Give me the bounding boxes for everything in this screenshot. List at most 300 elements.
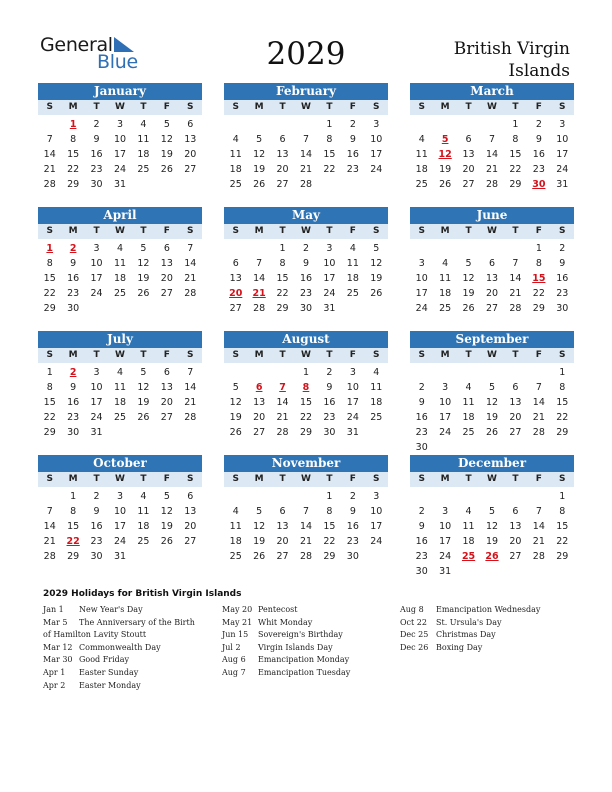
day-cell: 21: [43, 536, 56, 547]
day-cell: 1: [512, 119, 519, 130]
day-cell: 1: [559, 491, 566, 502]
weekday-header-row: [38, 348, 202, 363]
day-cell: 10: [370, 134, 383, 145]
weekday-label: T: [140, 102, 147, 112]
day-cell: 28: [184, 412, 197, 423]
weekday-header-row: [38, 472, 202, 487]
holiday-date: Aug 7: [222, 667, 246, 677]
day-cell: 14: [485, 149, 499, 160]
month-december: [410, 455, 574, 579]
month-header: November: [224, 455, 388, 472]
day-cell: 9: [70, 382, 77, 393]
day-cell: 19: [485, 536, 499, 547]
day-cell: 11: [439, 273, 452, 284]
weekday-label: F: [349, 350, 356, 360]
day-cell: 9: [349, 134, 356, 145]
month-header: May: [224, 207, 388, 224]
month-march: [410, 83, 574, 192]
day-cell: 10: [370, 506, 383, 517]
day-cell: 7: [256, 258, 263, 269]
day-cell: 17: [439, 536, 452, 547]
weekday-label: S: [373, 474, 380, 484]
holiday-row: [222, 667, 397, 680]
day-cell: 17: [90, 397, 103, 408]
day-cell: 18: [137, 149, 150, 160]
day-cell: 29: [556, 551, 569, 562]
month-september: [410, 331, 574, 455]
day-cell: 12: [137, 382, 150, 393]
day-cell: 10: [439, 397, 452, 408]
weekday-label: F: [349, 102, 356, 112]
holiday-day-cell: 25: [461, 551, 476, 562]
holiday-row: [222, 617, 397, 630]
day-cell: 3: [326, 243, 333, 254]
day-cell: 22: [556, 412, 569, 423]
weekday-label: F: [163, 226, 170, 236]
day-cell: 2: [349, 491, 356, 502]
weekday-label: W: [301, 350, 311, 360]
day-cell: 30: [90, 551, 103, 562]
weekday-label: S: [187, 226, 194, 236]
empty-day-cell: [224, 365, 247, 380]
day-cell: 25: [229, 551, 242, 562]
day-cell: 3: [442, 506, 449, 517]
day-cell: 17: [323, 273, 336, 284]
weekday-label: M: [68, 474, 78, 484]
weekday-header-row: [224, 348, 388, 363]
day-cell: 11: [229, 521, 242, 532]
weekday-label: S: [187, 102, 194, 112]
day-cell: 15: [323, 521, 336, 532]
day-cell: 1: [279, 243, 286, 254]
weekday-label: T: [326, 226, 333, 236]
day-cell: 5: [465, 258, 472, 269]
day-cell: 13: [509, 521, 522, 532]
day-cell: 12: [160, 134, 173, 145]
weekday-label: M: [440, 350, 450, 360]
day-cell: 19: [160, 149, 173, 160]
day-cell: 26: [137, 412, 150, 423]
day-cell: 1: [535, 243, 542, 254]
weekday-label: M: [68, 350, 78, 360]
day-cell: 16: [90, 521, 103, 532]
day-cell: 2: [535, 119, 542, 130]
day-cell: 21: [532, 412, 545, 423]
day-cell: 15: [299, 397, 313, 408]
weekday-label: S: [187, 474, 194, 484]
empty-day-cell: [410, 117, 433, 132]
holiday-row: [43, 680, 203, 693]
weekday-label: M: [440, 226, 450, 236]
holiday-name: Christmas Day: [436, 630, 496, 640]
day-cell: 7: [187, 243, 194, 254]
holiday-name: Virgin Islands Day: [258, 642, 333, 652]
day-cell: 4: [465, 382, 472, 393]
holiday-day-cell: 6: [255, 382, 263, 393]
day-cell: 6: [279, 134, 286, 145]
day-cell: 19: [253, 536, 266, 547]
day-cell: 31: [113, 179, 127, 190]
holiday-row: [400, 604, 575, 617]
weekday-label: T: [140, 350, 147, 360]
day-cell: 6: [465, 134, 472, 145]
empty-day-cell: [294, 489, 317, 504]
empty-day-cell: [480, 117, 503, 132]
day-cell: 27: [184, 536, 197, 547]
day-cell: 17: [415, 288, 428, 299]
day-cell: 11: [462, 521, 475, 532]
day-cell: 11: [229, 149, 242, 160]
day-cell: 10: [323, 258, 336, 269]
day-cell: 23: [67, 412, 80, 423]
holiday-day-cell: 15: [532, 273, 546, 284]
day-cell: 8: [46, 382, 53, 393]
day-cell: 23: [90, 536, 103, 547]
holiday-name: The Anniversary of the Birth of Hamilton Lavity Stoutt: [43, 617, 195, 640]
day-cell: 13: [253, 397, 266, 408]
day-cell: 11: [462, 397, 475, 408]
day-cell: 5: [256, 506, 263, 517]
day-cell: 28: [532, 427, 545, 438]
holiday-date: Aug 6: [222, 655, 246, 665]
day-grid: [224, 365, 388, 440]
day-cell: 12: [137, 258, 150, 269]
holiday-date: Oct 22: [400, 617, 427, 627]
day-cell: 27: [509, 427, 522, 438]
country-title: British Virgin Islands: [453, 39, 570, 81]
holiday-name: Whit Monday: [258, 617, 313, 627]
weekday-label: W: [115, 474, 125, 484]
day-cell: 17: [346, 397, 359, 408]
day-cell: 6: [187, 491, 194, 502]
day-grid: [410, 241, 574, 316]
weekday-label: T: [279, 226, 286, 236]
month-header: June: [410, 207, 574, 224]
day-cell: 20: [276, 164, 289, 175]
month-june: [410, 207, 574, 316]
month-header: February: [224, 83, 388, 100]
day-cell: 31: [439, 566, 452, 577]
day-cell: 10: [556, 134, 569, 145]
day-cell: 8: [70, 506, 77, 517]
day-cell: 29: [532, 303, 545, 314]
day-cell: 12: [485, 521, 499, 532]
weekday-label: S: [46, 474, 53, 484]
day-cell: 20: [184, 521, 197, 532]
day-cell: 4: [116, 243, 124, 254]
day-cell: 25: [370, 412, 383, 423]
holiday-date: Mar 12: [43, 642, 73, 652]
holiday-name: New Year's Day: [79, 605, 143, 614]
day-cell: 15: [67, 149, 80, 160]
holiday-day-cell: 26: [485, 551, 499, 562]
weekday-label: T: [140, 226, 147, 236]
weekday-label: T: [279, 474, 286, 484]
day-cell: 19: [370, 273, 383, 284]
empty-day-cell: [433, 489, 456, 504]
day-cell: 26: [439, 179, 452, 190]
day-cell: 10: [90, 258, 103, 269]
month-header: March: [410, 83, 574, 100]
day-cell: 29: [43, 303, 56, 314]
day-cell: 20: [276, 536, 289, 547]
day-cell: 13: [462, 149, 475, 160]
day-cell: 22: [323, 536, 336, 547]
holiday-name: Sovereign's Birthday: [258, 630, 343, 640]
day-cell: 27: [276, 551, 289, 562]
holiday-name: Emancipation Wednesday: [436, 605, 541, 614]
holiday-row: [43, 667, 203, 680]
day-cell: 13: [229, 273, 242, 284]
day-cell: 6: [187, 119, 194, 130]
day-cell: 25: [113, 288, 127, 299]
day-cell: 8: [512, 134, 519, 145]
day-cell: 26: [462, 303, 475, 314]
day-cell: 25: [229, 179, 242, 190]
day-cell: 26: [137, 288, 150, 299]
day-cell: 15: [509, 149, 522, 160]
holiday-day-cell: 30: [532, 179, 546, 190]
weekday-label: M: [440, 102, 450, 112]
empty-day-cell: [457, 489, 480, 504]
day-cell: 13: [184, 134, 197, 145]
day-cell: 26: [160, 536, 173, 547]
day-cell: 31: [113, 551, 127, 562]
day-cell: 13: [276, 149, 289, 160]
weekday-label: F: [163, 102, 170, 112]
day-cell: 17: [370, 521, 383, 532]
day-cell: 4: [442, 258, 449, 269]
weekday-label: T: [93, 102, 100, 112]
holiday-row: [43, 604, 203, 617]
holiday-name: Emancipation Tuesday: [258, 667, 351, 677]
weekday-label: S: [373, 102, 380, 112]
day-cell: 21: [532, 536, 545, 547]
day-cell: 11: [113, 382, 127, 393]
holiday-day-cell: 22: [66, 536, 80, 547]
weekday-label: S: [559, 102, 566, 112]
day-cell: 28: [299, 179, 313, 190]
empty-day-cell: [294, 117, 317, 132]
day-cell: 6: [512, 382, 519, 393]
weekday-label: M: [254, 474, 264, 484]
day-cell: 16: [415, 536, 428, 547]
day-cell: 21: [299, 164, 313, 175]
day-cell: 10: [113, 506, 127, 517]
day-cell: 8: [535, 258, 542, 269]
day-cell: 6: [279, 506, 286, 517]
day-cell: 5: [373, 243, 380, 254]
day-cell: 7: [512, 258, 519, 269]
month-july: [38, 331, 202, 440]
day-cell: 30: [67, 303, 80, 314]
holiday-row: [43, 642, 203, 655]
day-cell: 27: [160, 288, 173, 299]
day-cell: 27: [509, 551, 522, 562]
day-cell: 2: [418, 506, 425, 517]
day-cell: 29: [67, 551, 80, 562]
day-cell: 24: [415, 303, 428, 314]
month-header: October: [38, 455, 202, 472]
day-cell: 31: [323, 303, 336, 314]
weekday-label: S: [418, 474, 425, 484]
day-cell: 12: [229, 397, 242, 408]
day-cell: 15: [556, 521, 569, 532]
day-cell: 15: [323, 149, 336, 160]
day-cell: 4: [232, 506, 239, 517]
day-cell: 16: [90, 149, 103, 160]
day-cell: 7: [302, 134, 310, 145]
weekday-header-row: [410, 348, 574, 363]
day-cell: 28: [485, 179, 499, 190]
month-february: [224, 83, 388, 192]
day-grid: [38, 117, 202, 192]
weekday-label: S: [418, 102, 425, 112]
weekday-label: S: [46, 350, 53, 360]
day-cell: 16: [67, 273, 80, 284]
day-cell: 20: [160, 273, 173, 284]
day-cell: 5: [488, 382, 496, 393]
weekday-header-row: [410, 100, 574, 115]
day-cell: 15: [43, 397, 56, 408]
day-cell: 8: [559, 382, 566, 393]
day-cell: 14: [532, 521, 545, 532]
day-cell: 17: [556, 149, 569, 160]
holiday-date: May 21: [222, 617, 253, 627]
day-cell: 18: [229, 536, 242, 547]
day-cell: 5: [256, 134, 263, 145]
day-grid: [224, 117, 388, 192]
holiday-row: [400, 642, 575, 655]
day-grid: [38, 365, 202, 440]
holiday-row: [43, 617, 203, 642]
day-cell: 30: [323, 427, 336, 438]
day-cell: 21: [509, 288, 522, 299]
weekday-label: S: [559, 226, 566, 236]
day-cell: 23: [532, 164, 545, 175]
empty-day-cell: [480, 489, 503, 504]
weekday-header-row: [38, 100, 202, 115]
day-cell: 4: [116, 367, 124, 378]
day-cell: 24: [439, 427, 452, 438]
weekday-label: W: [115, 102, 125, 112]
day-cell: 26: [253, 551, 266, 562]
empty-day-cell: [504, 489, 527, 504]
day-cell: 19: [462, 288, 475, 299]
day-cell: 27: [160, 412, 173, 423]
day-cell: 28: [43, 179, 56, 190]
day-cell: 24: [556, 164, 569, 175]
day-cell: 30: [415, 442, 428, 453]
holiday-row: [43, 654, 203, 667]
month-header: April: [38, 207, 202, 224]
day-cell: 16: [67, 397, 80, 408]
day-cell: 28: [276, 427, 289, 438]
day-cell: 8: [70, 134, 77, 145]
weekday-label: W: [487, 102, 497, 112]
day-cell: 19: [229, 412, 242, 423]
month-january: [38, 83, 202, 192]
holiday-day-cell: 20: [229, 288, 243, 299]
day-cell: 22: [276, 288, 289, 299]
day-cell: 28: [43, 551, 56, 562]
weekday-label: T: [93, 226, 100, 236]
day-cell: 20: [160, 397, 173, 408]
weekday-label: T: [465, 102, 472, 112]
day-cell: 10: [439, 521, 452, 532]
day-cell: 28: [509, 303, 522, 314]
day-cell: 11: [346, 258, 359, 269]
weekday-label: F: [535, 102, 542, 112]
day-cell: 7: [535, 506, 542, 517]
day-cell: 24: [113, 536, 127, 547]
weekday-label: T: [93, 474, 100, 484]
day-cell: 30: [556, 303, 569, 314]
weekday-label: S: [559, 474, 566, 484]
day-cell: 27: [184, 164, 197, 175]
day-cell: 5: [140, 367, 147, 378]
day-cell: 20: [253, 412, 266, 423]
day-cell: 9: [418, 397, 425, 408]
weekday-label: W: [301, 102, 311, 112]
day-cell: 5: [232, 382, 239, 393]
weekday-label: S: [46, 226, 53, 236]
day-cell: 2: [93, 491, 100, 502]
day-cell: 23: [346, 164, 359, 175]
day-cell: 7: [302, 506, 310, 517]
day-cell: 30: [415, 566, 428, 577]
day-cell: 19: [439, 164, 452, 175]
day-cell: 18: [346, 273, 359, 284]
day-cell: 13: [509, 397, 522, 408]
day-cell: 29: [67, 179, 80, 190]
day-cell: 28: [253, 303, 266, 314]
day-cell: 6: [163, 243, 170, 254]
day-cell: 14: [184, 382, 197, 393]
day-cell: 22: [67, 164, 80, 175]
day-cell: 12: [253, 521, 266, 532]
day-cell: 23: [556, 288, 569, 299]
day-cell: 1: [302, 367, 310, 378]
weekday-label: S: [46, 102, 53, 112]
day-cell: 14: [43, 521, 56, 532]
day-cell: 29: [556, 427, 569, 438]
weekday-label: F: [535, 474, 542, 484]
day-cell: 5: [140, 243, 147, 254]
day-cell: 21: [299, 536, 313, 547]
day-cell: 22: [323, 164, 336, 175]
day-cell: 4: [373, 367, 380, 378]
day-cell: 30: [299, 303, 313, 314]
day-cell: 28: [184, 288, 197, 299]
day-cell: 25: [346, 288, 359, 299]
day-cell: 1: [70, 491, 77, 502]
empty-day-cell: [271, 365, 294, 380]
day-cell: 17: [90, 273, 103, 284]
day-cell: 27: [462, 179, 475, 190]
day-cell: 9: [559, 258, 566, 269]
weekday-label: F: [163, 350, 170, 360]
day-cell: 21: [276, 412, 289, 423]
weekday-label: S: [373, 350, 380, 360]
day-cell: 19: [253, 164, 266, 175]
day-cell: 3: [116, 491, 124, 502]
day-cell: 16: [415, 412, 428, 423]
day-cell: 21: [485, 164, 499, 175]
day-cell: 11: [370, 382, 383, 393]
day-cell: 7: [187, 367, 194, 378]
holiday-row: [222, 604, 397, 617]
